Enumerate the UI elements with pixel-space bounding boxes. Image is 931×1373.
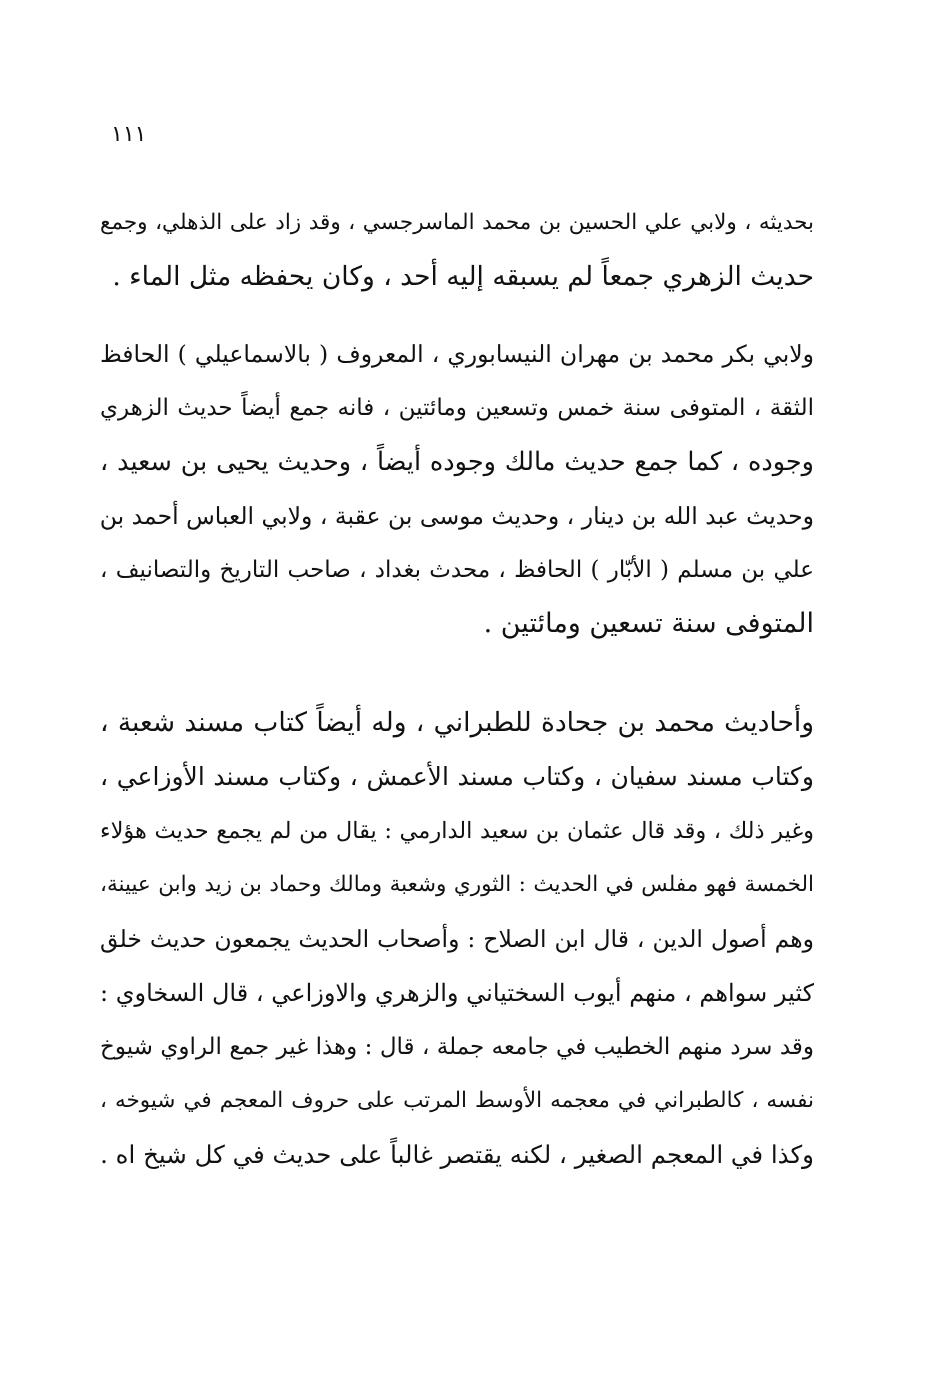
paragraph-2 [100,327,814,651]
text-line: الثقة ، المتوفى سنة خمس وتسعين ومائتين ، فانه جمع أيضاً حديث الزهري [100,395,814,421]
text-line: ولابي بكر محمد بن مهران النيسابوري ، المعروف ( بالاسماعيلي ) الحافظ [100,340,814,368]
text-line: الخمسة فهو مفلس في الحديث : الثوري وشعبة ومالك وحماد بن زيد وابن عيينة، [100,872,814,897]
text-line: وكذا في المعجم الصغير ، لكنه يقتصر غالباً على حديث في كل شيخ اه . [100,1140,814,1169]
paragraph-1 [100,196,814,304]
text-line: وقد سرد منهم الخطيب في جامعه جملة ، قال : وهذا غير جمع الراوي شيوخ [100,1034,814,1060]
text-line: بحديثه ، ولابي علي الحسين بن محمد الماسرجسي ، وقد زاد على الذهلي، وجمع [100,210,814,235]
text-line: وغير ذلك ، وقد قال عثمان بن سعيد الدارمي : يقال من لم يجمع حديث هؤلاء [100,818,814,844]
text-line: وهم أصول الدين ، قال ابن الصلاح : وأصحاب الحديث يجمعون حديث خلق [100,925,814,953]
page-number: ١١١ [111,122,147,147]
paragraph-3 [100,696,814,1182]
text-line: المتوفى سنة تسعين ومائتين . [483,608,814,639]
text-line: كثير سواهم ، منهم أيوب السختياني والزهري والاوزاعي ، قال السخاوي : [100,979,814,1007]
text-line: وجوده ، كما جمع حديث مالك وجوده أيضاً ، وحديث يحيى بن سعيد ، [100,447,814,477]
text-line: وحديث عبد الله بن دينار ، وحديث موسى بن عقبة ، ولابي العباس أحمد بن [100,502,814,530]
text-line: علي بن مسلم ( الأبّار ) الحافظ ، محدث بغداد ، صاحب التاريخ والتصانيف ، [100,557,814,583]
text-line: نفسه ، كالطبراني في معجمه الأوسط المرتب على حروف المعجم في شيوخه ، [100,1088,814,1113]
text-line: حديث الزهري جمعاً لم يسبقه إليه أحد ، وكان يحفظه مثل الماء . [112,261,814,292]
text-line: وكتاب مسند سفيان ، وكتاب مسند الأعمش ، وكتاب مسند الأوزاعي ، [100,762,814,791]
text-line: وأحاديث محمد بن جحادة للطبراني ، وله أيضاً كتاب مسند شعبة ، [100,707,814,738]
